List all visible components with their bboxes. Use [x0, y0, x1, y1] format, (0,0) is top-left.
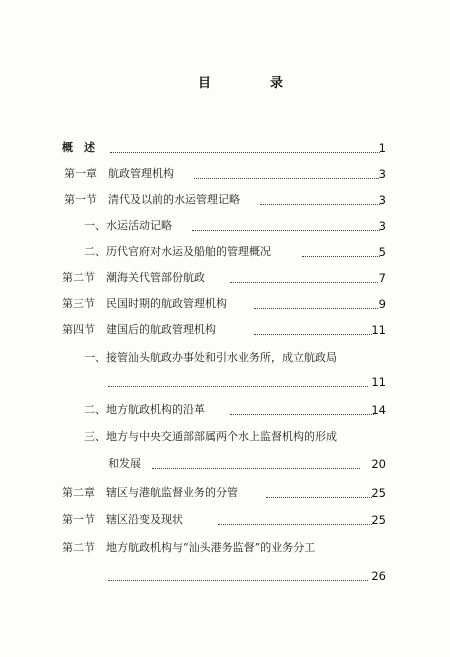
- toc-page-number: 11: [371, 323, 386, 337]
- toc-leader: [152, 446, 360, 469]
- toc-entry-continuation[interactable]: [108, 565, 388, 587]
- toc-entry[interactable]: [62, 509, 392, 531]
- toc-entry-continuation[interactable]: [108, 453, 388, 475]
- toc-page-number: 5: [378, 245, 386, 259]
- toc-entry-label: 第三节 民国时期的航政管理机构: [62, 297, 227, 310]
- toc-entry-label: 一、接管汕头航政办事处和引水业务所，成立航政局: [84, 351, 337, 364]
- toc-page-number: 26: [371, 569, 386, 583]
- toc-entry[interactable]: [84, 426, 394, 448]
- toc-entry[interactable]: [62, 319, 392, 341]
- toc-entry-label: 第二章 辖区与港航监督业务的分管: [62, 486, 238, 499]
- toc-entry[interactable]: [84, 399, 394, 421]
- toc-page-number: 3: [378, 219, 386, 233]
- toc-page-number: 3: [378, 167, 386, 181]
- toc-leader: [254, 286, 378, 309]
- toc-leader: [192, 208, 380, 231]
- toc-entry[interactable]: [62, 482, 392, 504]
- toc-entry-label: 三、地方与中央交通部部属两个水上监督机构的形成: [84, 430, 337, 443]
- toc-entry-label: 二、历代官府对水运及船舶的管理概况: [84, 245, 271, 258]
- toc-entry-label: 第一节 辖区沿变及现状: [62, 513, 183, 526]
- toc-page-number: 3: [378, 193, 386, 207]
- toc-entry-label: 二、地方航政机构的沿革: [84, 403, 205, 416]
- toc-leader: [260, 182, 380, 205]
- toc-entry-label: 概 述: [62, 141, 95, 154]
- toc-page-number: 1: [378, 141, 386, 155]
- toc-page-number: 11: [371, 375, 386, 389]
- toc-page-number: 9: [378, 297, 386, 311]
- toc-entry-label: 一、水运活动记略: [84, 219, 172, 232]
- toc-entry-label: 第一节 清代及以前的水运管理记略: [64, 193, 240, 206]
- toc-leader: [108, 558, 368, 581]
- toc-page-number: 25: [371, 513, 386, 527]
- toc-page-number: 7: [378, 271, 386, 285]
- toc-entry-label: 第二节 地方航政机构与“汕头港务监督”的业务分工: [62, 541, 316, 554]
- toc-leader: [110, 130, 380, 153]
- toc-entry-continuation[interactable]: [108, 371, 388, 393]
- toc-page-number: 14: [371, 403, 386, 417]
- toc-entry-label: 和发展: [108, 457, 141, 470]
- toc-page-number: 20: [371, 457, 386, 471]
- toc-entry[interactable]: [62, 537, 392, 559]
- toc-page-number: 25: [371, 486, 386, 500]
- toc-leader: [302, 234, 380, 257]
- toc-leader: [218, 502, 372, 525]
- toc-leader: [194, 156, 379, 179]
- toc-leader: [230, 260, 378, 283]
- toc-entry-label: 第一章 航政管理机构: [64, 167, 174, 180]
- title-char-2: 录: [270, 76, 284, 91]
- toc-entry-label: 第二节 潮海关代管部份航政: [62, 271, 205, 284]
- toc-leader: [230, 392, 374, 415]
- title-char-1: 目: [198, 76, 212, 91]
- toc-leader: [108, 364, 368, 387]
- toc-entry-label: 第四节 建国后的航政管理机构: [62, 323, 216, 336]
- toc-leader: [254, 312, 372, 335]
- toc-leader: [266, 475, 372, 498]
